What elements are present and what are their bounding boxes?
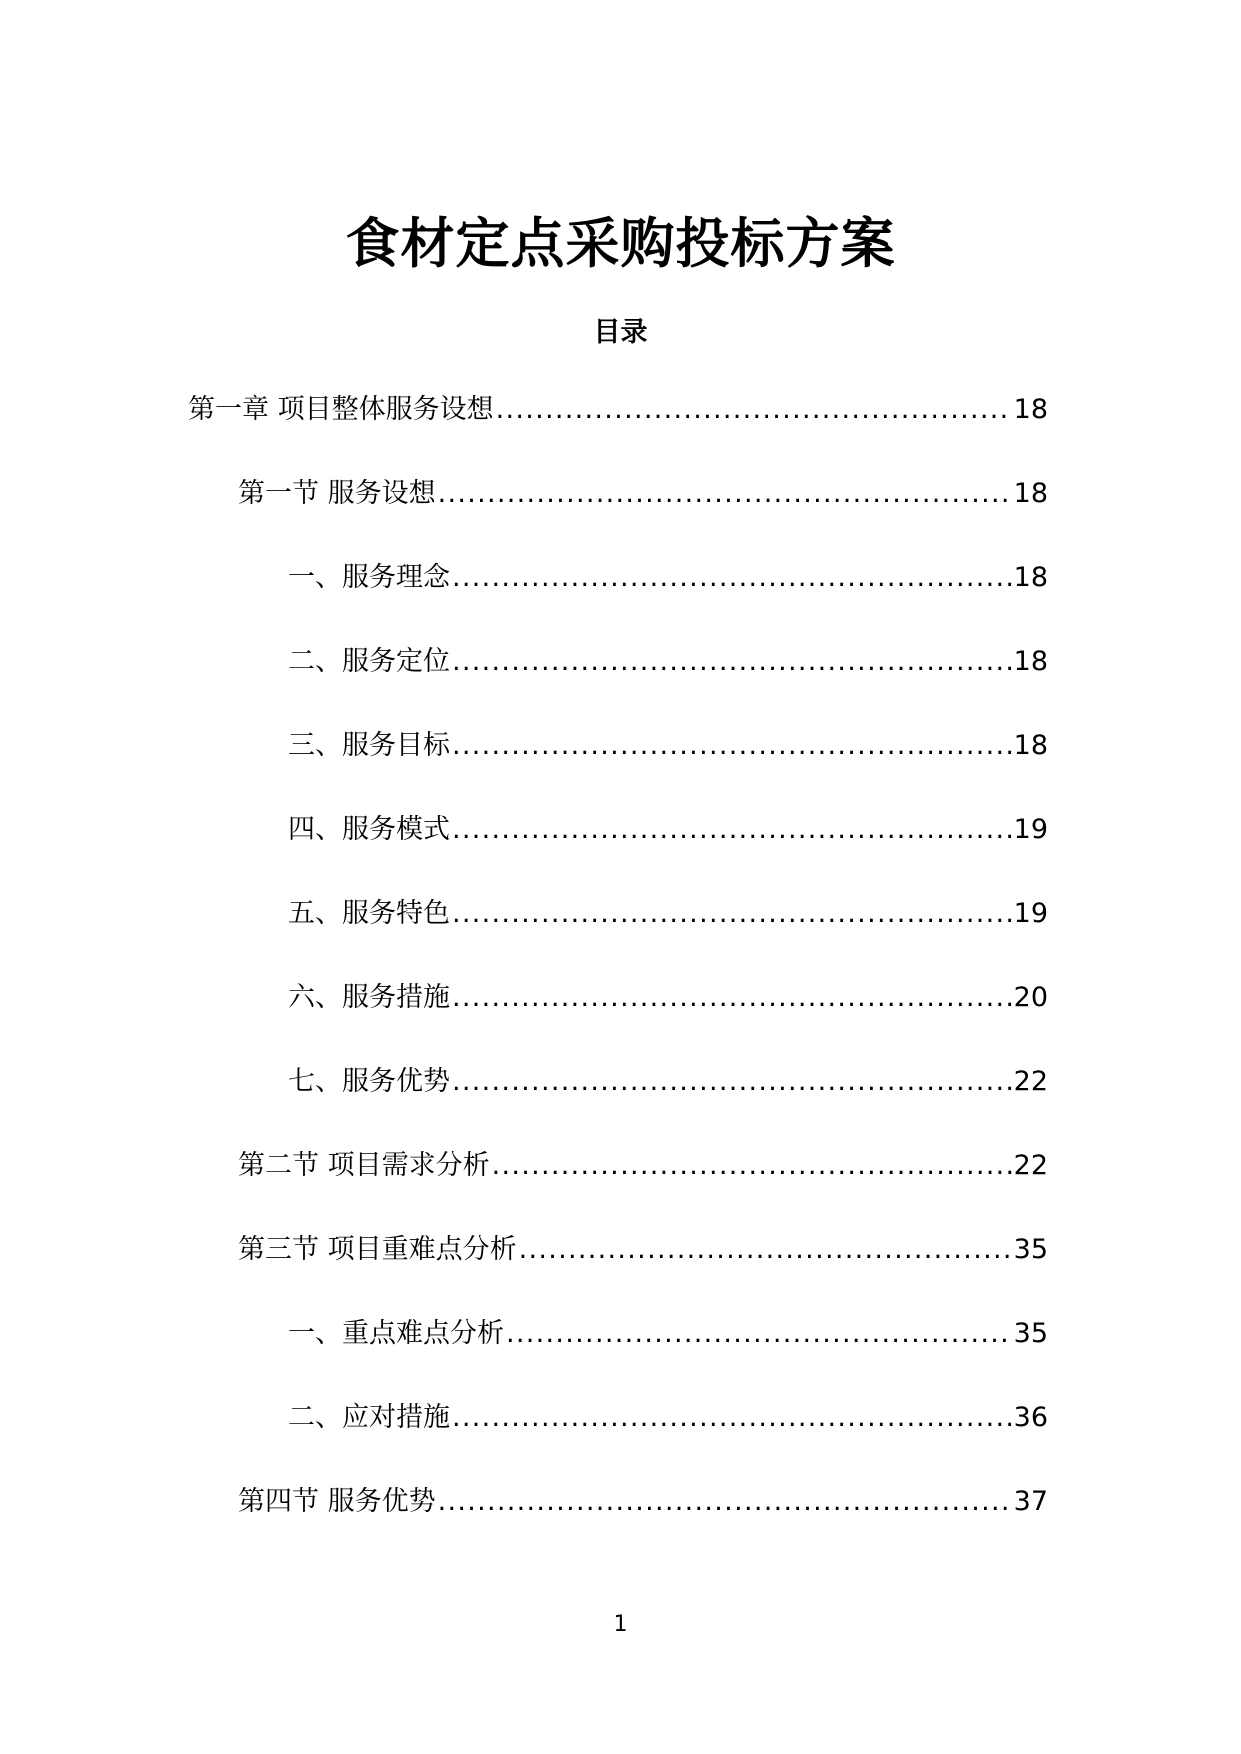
document-title: 食材定点采购投标方案 <box>345 212 896 276</box>
toc-entry-label: 七、服务优势 <box>288 1066 450 1097</box>
toc-entry-label: 第一章 项目整体服务设想 <box>188 394 494 425</box>
toc-dot-leader <box>452 810 1012 850</box>
toc-dot-leader <box>492 1146 1012 1186</box>
toc-dot-leader <box>452 894 1012 934</box>
toc-entry-service-advantages[interactable] <box>288 1062 1048 1102</box>
toc-entry-page: 37 <box>1013 1486 1048 1517</box>
toc-entry-key-difficulties[interactable] <box>288 1314 1048 1354</box>
toc-entry-label: 第二节 项目需求分析 <box>238 1150 490 1181</box>
toc-entry-section-4[interactable] <box>238 1482 1048 1522</box>
toc-entry-page: 18 <box>1013 730 1048 761</box>
toc-entry-page: 36 <box>1013 1402 1048 1433</box>
toc-entry-service-positioning[interactable] <box>288 642 1048 682</box>
toc-entry-page: 35 <box>1013 1234 1048 1265</box>
toc-entry-service-goals[interactable] <box>288 726 1048 766</box>
toc-entry-label: 第一节 服务设想 <box>238 478 436 509</box>
toc-dot-leader <box>452 1398 1012 1438</box>
toc-entry-page: 20 <box>1013 982 1048 1013</box>
toc-dot-leader <box>452 726 1012 766</box>
toc-entry-label: 四、服务模式 <box>288 814 450 845</box>
toc-dot-leader <box>452 558 1012 598</box>
toc-entry-label: 五、服务特色 <box>288 898 450 929</box>
toc-entry-label: 一、重点难点分析 <box>288 1318 504 1349</box>
toc-entry-label: 二、服务定位 <box>288 646 450 677</box>
toc-entry-page: 35 <box>1013 1318 1048 1349</box>
toc-entry-service-model[interactable] <box>288 810 1048 850</box>
toc-entry-page: 18 <box>1013 478 1048 509</box>
toc-entry-page: 22 <box>1013 1066 1048 1097</box>
toc-entry-label: 三、服务目标 <box>288 730 450 761</box>
toc-entry-page: 18 <box>1013 646 1048 677</box>
page-number: 1 <box>613 1612 628 1637</box>
toc-entry-countermeasures[interactable] <box>288 1398 1048 1438</box>
toc-dot-leader <box>438 474 1012 514</box>
toc-entry-service-features[interactable] <box>288 894 1048 934</box>
toc-dot-leader <box>452 642 1012 682</box>
toc-entry-chapter-1[interactable] <box>188 390 1048 430</box>
toc-entry-page: 18 <box>1013 562 1048 593</box>
toc-entry-section-2[interactable] <box>238 1146 1048 1186</box>
toc-entry-label: 一、服务理念 <box>288 562 450 593</box>
toc-entry-label: 第三节 项目重难点分析 <box>238 1234 517 1265</box>
toc-dot-leader <box>438 1482 1012 1522</box>
toc-entry-label: 六、服务措施 <box>288 982 450 1013</box>
toc-dot-leader <box>506 1314 1012 1354</box>
toc-dot-leader <box>452 978 1012 1018</box>
toc-entry-label: 第四节 服务优势 <box>238 1486 436 1517</box>
toc-entry-page: 19 <box>1013 898 1048 929</box>
toc-entry-page: 18 <box>1013 394 1048 425</box>
toc-entry-label: 二、应对措施 <box>288 1402 450 1433</box>
toc-heading: 目录 <box>593 317 648 348</box>
toc-entry-section-1[interactable] <box>238 474 1048 514</box>
toc-entry-section-3[interactable] <box>238 1230 1048 1270</box>
toc-dot-leader <box>496 390 1012 430</box>
toc-entry-service-concept[interactable] <box>288 558 1048 598</box>
toc-entry-page: 19 <box>1013 814 1048 845</box>
toc-entry-page: 22 <box>1013 1150 1048 1181</box>
toc-entry-service-measures[interactable] <box>288 978 1048 1018</box>
toc-dot-leader <box>519 1230 1012 1270</box>
toc-dot-leader <box>452 1062 1012 1102</box>
